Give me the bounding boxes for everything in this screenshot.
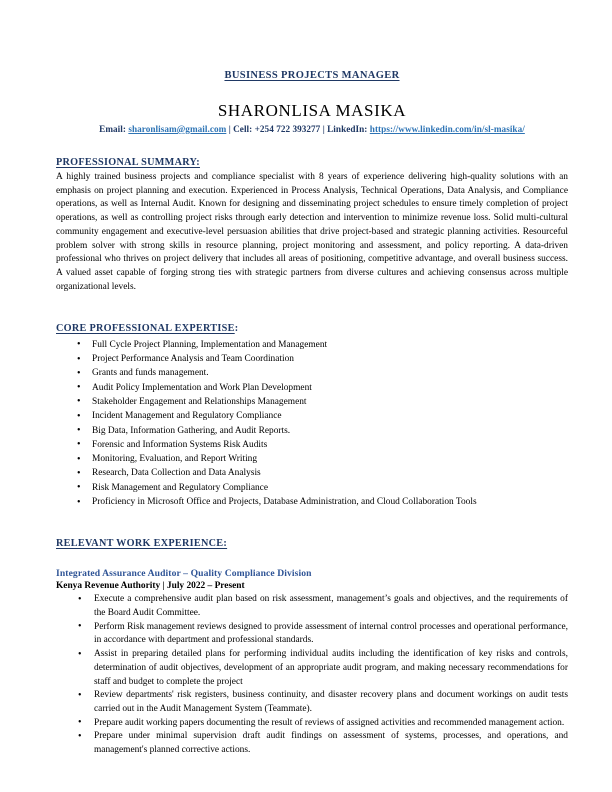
document-title: BUSINESS PROJECTS MANAGER <box>224 70 400 81</box>
core-expertise-item: • Risk Management and Regulatory Compliance <box>56 481 568 495</box>
core-expertise-item: • Stakeholder Engagement and Relationships Management <box>56 395 568 409</box>
professional-summary-heading-text: PROFESSIONAL SUMMARY: <box>56 156 200 168</box>
contact-separator-2: | <box>320 123 328 134</box>
work-experience-heading-text: RELEVANT WORK EXPERIENCE: <box>56 538 228 550</box>
core-expertise-item: • Big Data, Information Gathering, and Audit Reports. <box>56 424 568 438</box>
candidate-name: SHARONLISA MASIKA <box>217 101 407 120</box>
core-expertise-heading-suffix: : <box>234 322 239 334</box>
job-title: Integrated Assurance Auditor – Quality Compliance Division <box>56 568 312 580</box>
professional-summary-body: A highly trained business projects and compliance specialist with 8 years of experience delivering high-quality solutions with an emphasis on project planning and execution. Experienced in Process Analysis, Technical Operations, Data Analysis, and Compliance operations, as well as Internal Audit. Known for designing and disseminating project schedules to ensure timely completion of project operations, as well as controlling project risks through early detection and intervention to minimize revenue loss. Solid multi-cultural community engagement and executive-level persuasion abilities that drive project-based and strategic planning activities. Resourceful problem solver with strong skills in resource planning, project monitoring and assessment, and policy reporting. A data-driven professional who thrives on project delivery that includes all areas of positioning, competitive advantage, and overall business success. A valued asset capable of forging strong ties with strategic partners from diverse cultures and achieving consensus across multiple organizational levels. <box>56 171 568 292</box>
contact-line <box>56 124 568 134</box>
work-experience-heading <box>56 538 227 549</box>
job-duty-item: • Perform Risk management reviews designed to provide assessment of internal control processes and operational performance, in accordance with department and professional standards. <box>56 621 568 648</box>
core-expertise-item: • Grants and funds management. <box>56 366 568 380</box>
professional-summary-heading <box>56 157 200 168</box>
core-expertise-list <box>56 338 568 510</box>
job-duty-item: • Execute a comprehensive audit plan based on risk assessment, management’s goals and objectives, and the requirements of the Board Audit Committee. <box>56 593 568 620</box>
core-expertise-item: • Monitoring, Evaluation, and Report Writing <box>56 452 568 466</box>
job-duty-item: • Assist in preparing detailed plans for performing individual audits including the identification of key risks and controls, determination of audit objectives, development of an appropriate audit program, and making necessary recommendations for staff and budget to complete the project <box>56 648 568 689</box>
linkedin-label: LinkedIn: <box>327 123 368 134</box>
job-employer-dates: Kenya Revenue Authority | July 2022 – Present <box>56 581 245 592</box>
job-duties-list <box>56 593 568 758</box>
core-expertise-item: • Full Cycle Project Planning, Implementation and Management <box>56 338 568 352</box>
contact-separator-1: | <box>226 123 234 134</box>
professional-summary-section <box>56 152 568 295</box>
linkedin-link[interactable]: https://www.linkedin.com/in/sl-masika/ <box>369 123 525 134</box>
job-duty-item: • Review departments' risk registers, business continuity, and disaster recovery plans and document workings on audit tests carried out in the Audit Management System (Teammate). <box>56 689 568 716</box>
work-experience-section <box>56 533 568 758</box>
core-expertise-item: • Research, Data Collection and Data Analysis <box>56 466 568 480</box>
email-link[interactable]: sharonlisam@gmail.com <box>128 123 227 134</box>
core-expertise-item: • Audit Policy Implementation and Work Plan Development <box>56 381 568 395</box>
core-expertise-heading-text: CORE PROFESSIONAL EXPERTISE <box>56 322 235 334</box>
core-expertise-item: • Proficiency in Microsoft Office and Projects, Database Administration, and Cloud Collaboration Tools <box>56 495 568 509</box>
email-label: Email: <box>99 123 126 134</box>
core-expertise-item: • Incident Management and Regulatory Compliance <box>56 409 568 423</box>
cell-label: Cell: <box>233 123 253 134</box>
jobs-container <box>56 568 568 758</box>
core-expertise-item: • Project Performance Analysis and Team Coordination <box>56 352 568 366</box>
job-duty-item: • Prepare audit working papers documenting the result of reviews of assigned activities and recommended management action. <box>56 717 568 731</box>
core-expertise-item: • Forensic and Information Systems Risk Audits <box>56 438 568 452</box>
core-expertise-section <box>56 318 568 510</box>
job-duty-item: • Prepare under minimal supervision draft audit findings on assessment of systems, processes, and operations, and management's planned corrective actions. <box>56 730 568 757</box>
core-expertise-heading <box>56 323 238 334</box>
cell-value: +254 722 393277 <box>254 123 321 134</box>
